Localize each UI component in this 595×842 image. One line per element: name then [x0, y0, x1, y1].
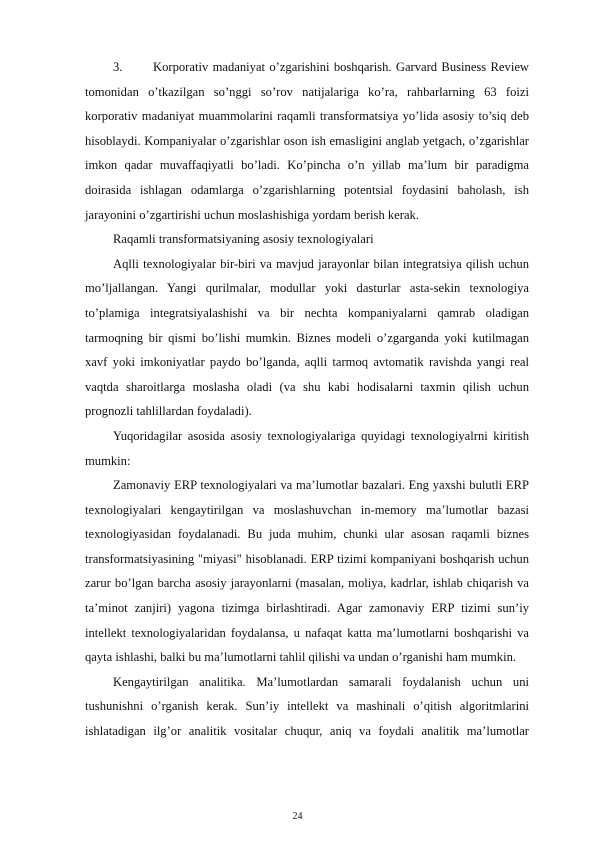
page-number: 24 — [292, 811, 303, 822]
section-paragraph — [85, 55, 529, 227]
paragraph-analytics: Kengaytirilgan analitika. Ma’lumotlardan samarali foydalanish uchun uni tushunishni o’rganish kerak. Sun’iy intellekt va mashinali o’qitish algoritmlarini ishlatadigan ilg’or analitik vositalar chuqur, aniq va foydali analitik ma’lumotlar — [85, 674, 529, 739]
subheading: Raqamli transformatsiyaning asosiy texnologiyalari — [113, 232, 374, 247]
section-number: 3. — [113, 60, 123, 74]
document-body — [85, 55, 529, 744]
section-text: Korporativ madaniyat o’zgarishini boshqarish. Garvard Business Review tomonidan o’tkazilgan so’nggi so’rov natijalariga ko’ra, rahbarlarning 63 foizi korporativ madaniyat muammolarini raqamli transformatsiya yo’lida asosiy to’siq deb hisoblaydi. Kompaniyalar o’zgarishlar oson ish emasligini anglab yetgach, o’zgarishlar imkon qadar muvaffaqiyatli bo’ladi. Ko’pincha o’n yillab ma’lum bir paradigma doirasida ishlagan odamlarga o’zgarishlarning potentsial foydasini baholash, ish jarayonini o’zgartirishi uchun moslashishiga yordam berish kerak. — [85, 60, 529, 222]
paragraph-smart-technologies: Aqlli texnologiyalar bir-biri va mavjud jarayonlar bilan integratsiya qilish uchun mo’ljallangan. Yangi qurilmalar, modullar yoki dasturlar asta-sekin texnologiya to’plamiga integratsiyalashishi va bir nechta kompaniyalarni qamrab oladigan tarmoqning bir qismi bo’lishi mumkin. Biznes modeli o’zgarganda yoki kutilmagan xavf yoki imkoniyatlar paydo bo’lganda, aqlli tarmoq avtomatik ravishda yangi real vaqtda sharoitlarga moslasha oladi (va shu kabi hodisalarni taxmin qilish uchun prognozli tahlillardan foydaladi). — [85, 256, 529, 419]
paragraph-technologies-intro: Yuqoridagilar asosida asosiy texnologiyalariga quyidagi texnologiyalrni kiritish mumkin: — [85, 428, 529, 468]
paragraph-erp: Zamonaviy ERP texnologiyalari va ma’lumotlar bazalari. Eng yaxshi bulutli ERP texnologiyalari kengaytirilgan va moslashuvchan in-memory ma’lumotlar bazasi texnologiyasidan foydalanadi. Bu juda muhim, chunki ular asosan raqamli biznes transformatsiyasining "miyasi" hisoblanadi. ERP tizimi kompaniyani boshqarish uchun zarur bo’lgan barcha asosiy jarayonlarni (masalan, moliya, kadrlar, ishlab chiqarish va ta’minot zanjiri) yagona tizimga birlashtiradi. Agar zamonaviy ERP tizimi sun’iy intellekt texnologiyalaridan foydalansa, u nafaqat katta ma’lumotlarni boshqarishi va qayta ishlashi, balki bu ma’lumotlarni tahlil qilishi va undan o’rganishi ham mumkin. — [85, 478, 529, 665]
